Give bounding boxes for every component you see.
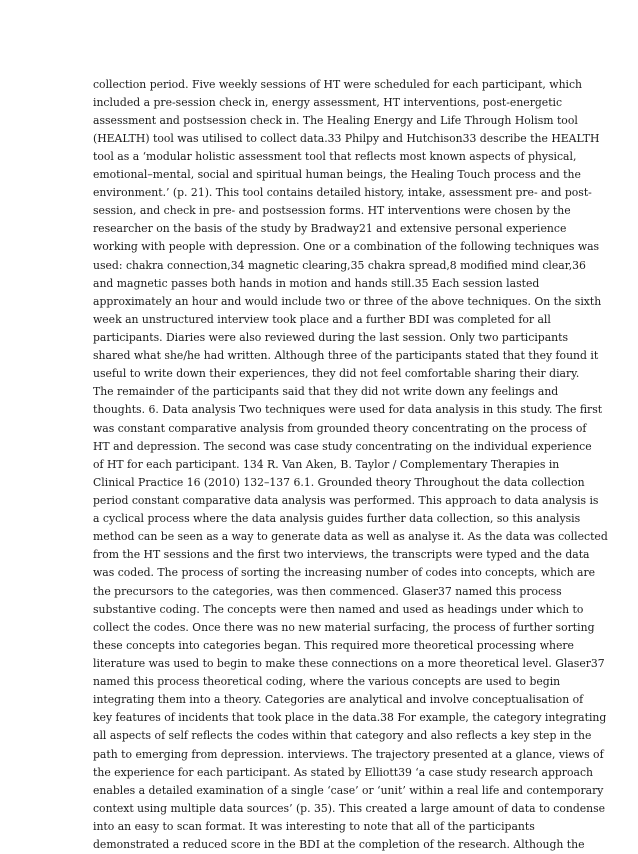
text-line: the precursors to the categories, was then commenced. Glaser37 named this process [93,583,560,601]
text-line: a cyclical process where the data analysis guides further data collection, so this analysis [93,510,560,528]
text-line: into an easy to scan format. It was interesting to note that all of the participants [93,818,560,836]
text-line: method can be seen as a way to generate data as well as analyse it. As the data was collected [93,528,560,546]
text-line: included a pre-session check in, energy assessment, HT interventions, post-energetic [93,94,560,112]
text-line: integrating them into a theory. Categories are analytical and involve conceptualisation of [93,691,560,709]
text-line: shared what she/he had written. Although three of the participants stated that they found it [93,347,560,365]
text-line: assessment and postsession check in. The Healing Energy and Life Through Holism tool [93,112,560,130]
text-line: working with people with depression. One or a combination of the following techniques was [93,238,560,256]
text-line: week an unstructured interview took place and a further BDI was completed for all [93,311,560,329]
text-line: emotional–mental, social and spiritual human beings, the Healing Touch process and the [93,166,560,184]
text-line: literature was used to begin to make these connections on a more theoretical level. Glaser37 [93,655,560,673]
text-line: of HT for each participant. 134 R. Van Aken, B. Taylor / Complementary Therapies in [93,456,560,474]
text-line: researcher on the basis of the study by Bradway21 and extensive personal experience [93,220,560,238]
text-line: used: chakra connection,34 magnetic clearing,35 chakra spread,8 modified mind clear,36 [93,257,560,275]
text-line: was coded. The process of sorting the increasing number of codes into concepts, which are [93,564,560,582]
text-line: substantive coding. The concepts were then named and used as headings under which to [93,601,560,619]
text-line: key features of incidents that took place in the data.38 For example, the category integrating [93,709,560,727]
text-line: path to emerging from depression. interviews. The trajectory presented at a glance, views of [93,746,560,764]
text-line: thoughts. 6. Data analysis Two techniques were used for data analysis in this study. The first [93,401,560,419]
text-line: demonstrated a reduced score in the BDI at the completion of the research. Although the [93,836,560,854]
text-line: Clinical Practice 16 (2010) 132–137 6.1. Grounded theory Throughout the data collection [93,474,560,492]
text-line: period constant comparative data analysis was performed. This approach to data analysis is [93,492,560,510]
text-line: enables a detailed examination of a single ‘case’ or ‘unit’ within a real life and contemporary [93,782,560,800]
text-line: tool as a ‘modular holistic assessment tool that reflects most known aspects of physical, [93,148,560,166]
body-paragraph [93,76,563,854]
text-line: (HEALTH) tool was utilised to collect data.33 Philpy and Hutchison33 describe the HEALTH [93,130,560,148]
text-line: useful to write down their experiences, they did not feel comfortable sharing their diary. [93,365,560,383]
text-line: context using multiple data sources’ (p. 35). This created a large amount of data to condense [93,800,560,818]
text-line: session, and check in pre- and postsession forms. HT interventions were chosen by the [93,202,560,220]
text-line: from the HT sessions and the first two interviews, the transcripts were typed and the data [93,546,560,564]
text-line: and magnetic passes both hands in motion and hands still.35 Each session lasted [93,275,560,293]
text-line: participants. Diaries were also reviewed during the last session. Only two participants [93,329,560,347]
text-line: named this process theoretical coding, where the various concepts are used to begin [93,673,560,691]
text-line: approximately an hour and would include two or three of the above techniques. On the sixth [93,293,560,311]
text-line: these concepts into categories began. This required more theoretical processing where [93,637,560,655]
text-line: environment.’ (p. 21). This tool contains detailed history, intake, assessment pre- and post- [93,184,560,202]
text-line: was constant comparative analysis from grounded theory concentrating on the process of [93,420,560,438]
text-line: The remainder of the participants said that they did not write down any feelings and [93,383,560,401]
text-line: all aspects of self reflects the codes within that category and also reflects a key step in the [93,727,560,745]
text-line: the experience for each participant. As stated by Elliott39 ‘a case study research approach [93,764,560,782]
text-line: collect the codes. Once there was no new material surfacing, the process of further sorting [93,619,560,637]
text-line: HT and depression. The second was case study concentrating on the individual experience [93,438,560,456]
text-line: collection period. Five weekly sessions of HT were scheduled for each participant, which [93,76,560,94]
